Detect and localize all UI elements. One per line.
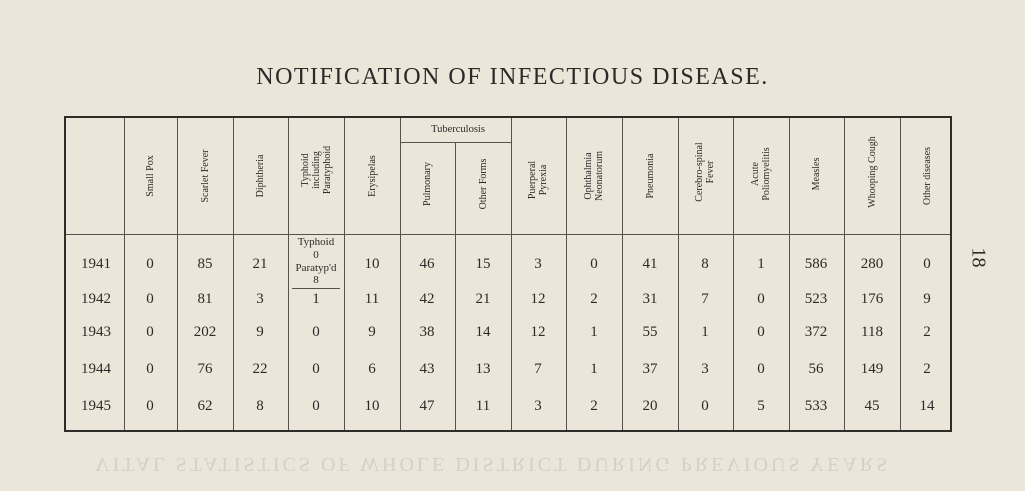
header-puerperal-pyrexia: Puerperal Pyrexia — [527, 160, 549, 200]
table-cell-pneu: 31 — [642, 291, 658, 307]
table-cell-diph: 22 — [252, 361, 268, 377]
table-cell-cereb: 0 — [701, 398, 709, 414]
table-cell-whoop: 280 — [860, 256, 884, 272]
table-cell-pneu: 55 — [642, 324, 658, 340]
col-divider — [678, 118, 679, 430]
table-cell-other-forms: 13 — [475, 361, 491, 377]
table-cell-scarlet: 85 — [197, 256, 213, 272]
table-cell-diph: 8 — [256, 398, 264, 414]
typhoid-label: Typhoid — [297, 236, 335, 248]
table-cell-pulm: 43 — [419, 361, 435, 377]
header-other-diseases: Other diseases — [921, 146, 933, 206]
col-divider — [733, 118, 734, 430]
table-cell-typhoid: 0 — [312, 361, 320, 377]
table-cell-pulm: 42 — [419, 291, 435, 307]
table-cell-small-pox: 0 — [146, 324, 154, 340]
header-cerebro-spinal: Cerebro-spinal Fever — [694, 142, 716, 202]
table-cell-erys: 11 — [364, 291, 380, 307]
header-pneumonia: Pneumonia — [644, 153, 656, 199]
table-cell-measles: 523 — [804, 291, 828, 307]
table-cell-measles: 372 — [804, 324, 828, 340]
table-cell-other: 0 — [923, 256, 931, 272]
table-cell-scarlet: 62 — [197, 398, 213, 414]
table-cell-cereb: 8 — [701, 256, 709, 272]
table-cell-puerp: 12 — [530, 324, 546, 340]
table-cell-pulm: 38 — [419, 324, 435, 340]
header-pulmonary: Pulmonary — [421, 162, 433, 206]
col-divider — [177, 118, 178, 430]
table-cell-puerp: 3 — [534, 398, 542, 414]
col-divider — [233, 118, 234, 430]
table-cell-ophth: 2 — [590, 291, 598, 307]
col-divider — [789, 118, 790, 430]
table-cell-erys: 10 — [364, 398, 380, 414]
table-cell-pneu: 20 — [642, 398, 658, 414]
page-title: NOTIFICATION OF INFECTIOUS DISEASE. — [256, 64, 769, 90]
table-cell-other: 9 — [923, 291, 931, 307]
header-diphtheria: Diphtheria — [254, 154, 266, 198]
table-cell-whoop: 149 — [860, 361, 884, 377]
table-cell-diph: 9 — [256, 324, 264, 340]
table-cell-erys: 10 — [364, 256, 380, 272]
col-divider — [124, 118, 125, 430]
table-cell-small-pox: 0 — [146, 361, 154, 377]
col-divider — [900, 118, 901, 430]
table-cell-pneu: 37 — [642, 361, 658, 377]
table-cell-whoop: 118 — [861, 324, 883, 340]
table-cell-cereb: 1 — [701, 324, 709, 340]
page-number: 18 — [967, 247, 990, 268]
table-cell-other: 2 — [923, 361, 931, 377]
header-other-forms: Other Forms — [477, 158, 489, 210]
table-cell-diph: 21 — [252, 256, 268, 272]
table-cell-puerp: 7 — [534, 361, 542, 377]
tuberculosis-underline — [400, 142, 511, 143]
col-divider — [622, 118, 623, 430]
table-cell-puerp: 3 — [534, 256, 542, 272]
row-year: 1942 — [81, 291, 111, 307]
header-erysipelas: Erysipelas — [366, 155, 378, 197]
table-cell-polio: 0 — [757, 324, 765, 340]
table-cell-cereb: 7 — [701, 291, 709, 307]
header-tuberculosis: Tuberculosis — [431, 124, 485, 135]
col-divider — [455, 142, 456, 430]
header-whooping-cough: Whooping Cough — [866, 136, 878, 208]
table-cell-other-forms: 15 — [475, 256, 491, 272]
table-cell-erys: 9 — [368, 324, 376, 340]
paratyphoid-value: 8 — [313, 274, 319, 286]
table-cell-cereb: 3 — [701, 361, 709, 377]
table-cell-polio: 0 — [757, 361, 765, 377]
row-year: 1943 — [81, 324, 111, 340]
row-year: 1945 — [81, 398, 111, 414]
header-typhoid: Typhoid including Paratyphoid — [299, 145, 333, 195]
header-measles: Measles — [810, 157, 822, 191]
table-cell-ophth: 1 — [590, 324, 598, 340]
table-cell-pulm: 47 — [419, 398, 435, 414]
table-cell-erys: 6 — [368, 361, 376, 377]
table-cell-measles: 533 — [804, 398, 828, 414]
header-poliomyelitis: Acute Poliomyelitis — [750, 147, 772, 201]
table-cell-ophth: 2 — [590, 398, 598, 414]
col-divider — [400, 118, 401, 430]
table-cell-measles: 586 — [804, 256, 828, 272]
col-divider — [566, 118, 567, 430]
table-cell-measles: 56 — [808, 361, 824, 377]
table-cell-other: 14 — [919, 398, 935, 414]
table-cell-scarlet: 76 — [197, 361, 213, 377]
table-cell-other: 2 — [923, 324, 931, 340]
table-cell-pulm: 46 — [419, 256, 435, 272]
table-cell-polio: 1 — [757, 256, 765, 272]
table-cell-typhoid: 0 — [312, 398, 320, 414]
header-ophthalmia: Ophthalmia Neonatorum — [583, 151, 605, 201]
table-cell-small-pox: 0 — [146, 398, 154, 414]
table-cell-other-forms: 21 — [475, 291, 491, 307]
table-cell-scarlet: 81 — [197, 291, 213, 307]
table-cell-polio: 5 — [757, 398, 765, 414]
table-cell-typhoid: 1 — [312, 291, 320, 307]
table-cell-typhoid: 0 — [312, 324, 320, 340]
header-small-pox: Small Pox — [144, 155, 156, 197]
table-cell-whoop: 45 — [864, 398, 880, 414]
disease-table — [64, 116, 952, 432]
table-cell-whoop: 176 — [860, 291, 884, 307]
bleed-through-text: VITAL STATISTICS OF WHOLE DISTRICT DURING PREVIOUS YEARS — [95, 453, 891, 475]
col-divider — [511, 118, 512, 430]
table-cell-scarlet: 202 — [193, 324, 217, 340]
table-cell-other-forms: 11 — [475, 398, 491, 414]
header-bottom-rule — [66, 234, 950, 235]
row-year: 1941 — [81, 256, 111, 272]
table-cell-polio: 0 — [757, 291, 765, 307]
row-year: 1944 — [81, 361, 111, 377]
table-cell-diph: 3 — [256, 291, 264, 307]
typhoid-value: 0 — [313, 249, 319, 261]
paratyphoid-label: Paratyp'd — [295, 262, 337, 274]
table-cell-ophth: 1 — [590, 361, 598, 377]
typhoid-split-rule — [292, 288, 340, 289]
header-scarlet-fever: Scarlet Fever — [199, 149, 211, 203]
table-cell-small-pox: 0 — [146, 256, 154, 272]
col-divider — [844, 118, 845, 430]
table-cell-other-forms: 14 — [475, 324, 491, 340]
table-cell-ophth: 0 — [590, 256, 598, 272]
table-cell-small-pox: 0 — [146, 291, 154, 307]
table-cell-puerp: 12 — [530, 291, 546, 307]
table-cell-pneu: 41 — [642, 256, 658, 272]
